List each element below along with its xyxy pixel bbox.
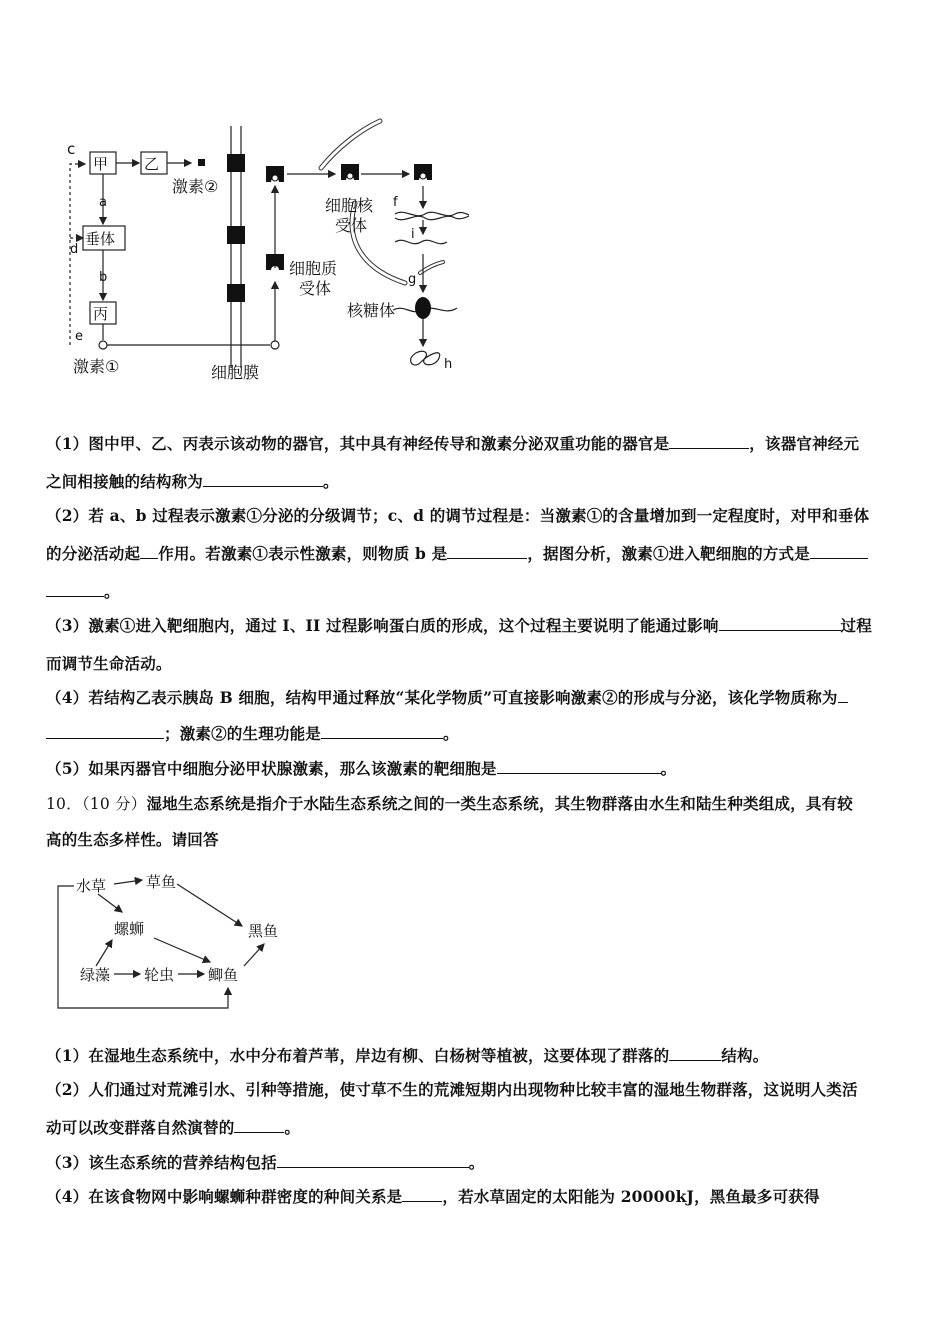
q10-intro-line1: 10．（10 分）湿地生态系统是指介于水陆生态系统之间的一类生态系统，其生物群落由水生和陆生种类组成，具有较 [46, 794, 853, 813]
q10-p2-line2: 动可以改变群落自然演替的 。 [46, 1118, 301, 1137]
q9-p2-line3: 。 [46, 582, 908, 602]
foodweb-caoyu: 草鱼 [146, 873, 177, 891]
q9-p2-line1: （2）若 a、b 过程表示激素①分泌的分级调节；c、d 的调节过程是：当激素①的含量增加到一定程度时，对甲和垂体 [46, 506, 870, 525]
label-chuiti: 垂体 [85, 230, 116, 248]
q9-p2-line2: 的分泌活动起 作用。若激素①表示性激素，则物质 b 是 ，据图分析，激素①进入靶细胞的方式是 [46, 544, 908, 564]
label-hormone2: 激素② [172, 177, 219, 196]
q9-p5-line1: （5）如果丙器官中细胞分泌甲状腺激素，那么该激素的靶细胞是 。 [46, 759, 677, 778]
q9-p1-line1: （1）图中甲、乙、丙表示该动物的器官，其中具有神经传导和激素分泌双重功能的器官是 ，该器官神经元 [46, 434, 860, 453]
q9-p3-line2: 而调节生命活动。 [46, 654, 172, 673]
label-e: e [75, 329, 83, 344]
q10-p3: （3）该生态系统的营养结构包括 。 [46, 1153, 485, 1172]
label-b: b [99, 270, 108, 285]
q10-p4: （4）在该食物网中影响螺蛳种群密度的种间关系是 ，若水草固定的太阳能为 20000kJ，黑鱼最多可获得 [46, 1187, 820, 1206]
label-nucleus-receptor-1: 细胞核 [325, 196, 374, 215]
label-bing: 丙 [93, 305, 109, 323]
q10-p2-line1: （2）人们通过对荒滩引水、引种等措施，使寸草不生的荒滩短期内出现物种比较丰富的湿地生物群落，这说明人类活 [46, 1080, 858, 1099]
q9-p1-line2: 之间相接触的结构称为 。 [46, 472, 339, 491]
hormone-regulation-diagram [55, 118, 495, 398]
foodweb-lvzao: 绿藻 [80, 966, 111, 984]
foodweb-jiyu: 鲫鱼 [208, 966, 239, 984]
q10-intro-line2: 高的生态多样性。请回答 [46, 830, 219, 849]
label-i: i [411, 227, 415, 242]
foodweb-heiyu: 黑鱼 [248, 922, 279, 940]
label-yi: 乙 [144, 155, 160, 173]
foodweb-lunchong: 轮虫 [144, 966, 175, 984]
label-c: c [67, 140, 76, 158]
foodweb-shuicao: 水草 [76, 877, 107, 895]
label-h: h [444, 357, 453, 372]
label-g: g [408, 272, 417, 287]
label-f: f [393, 195, 398, 210]
food-web-diagram [52, 870, 292, 1015]
label-d: d [70, 242, 79, 257]
label-ribosome: 核糖体 [347, 301, 396, 320]
label-cytoplasm-receptor-1: 细胞质 [289, 259, 338, 278]
label-nucleus-receptor-2: 受体 [335, 216, 368, 235]
q9-p3-line1: （3）激素①进入靶细胞内，通过 I、II 过程影响蛋白质的形成，这个过程主要说明了能通过影响 过程 [46, 616, 872, 635]
q9-p4-line1: （4）若结构乙表示胰岛 B 细胞，结构甲通过释放“某化学物质”可直接影响激素②的形成与分泌，该化学物质称为 [46, 688, 908, 708]
q10-p1: （1）在湿地生态系统中，水中分布着芦苇，岸边有柳、白杨树等植被，这要体现了群落的 结构。 [46, 1046, 769, 1065]
label-hormone1: 激素① [73, 357, 120, 376]
label-jia: 甲 [93, 155, 109, 173]
label-a: a [99, 195, 107, 210]
q9-p4-line2: ；激素②的生理功能是 。 [46, 724, 908, 744]
label-cytoplasm-receptor-2: 受体 [299, 279, 332, 298]
label-membrane: 细胞膜 [211, 363, 260, 382]
foodweb-luosi: 螺蛳 [114, 920, 145, 938]
